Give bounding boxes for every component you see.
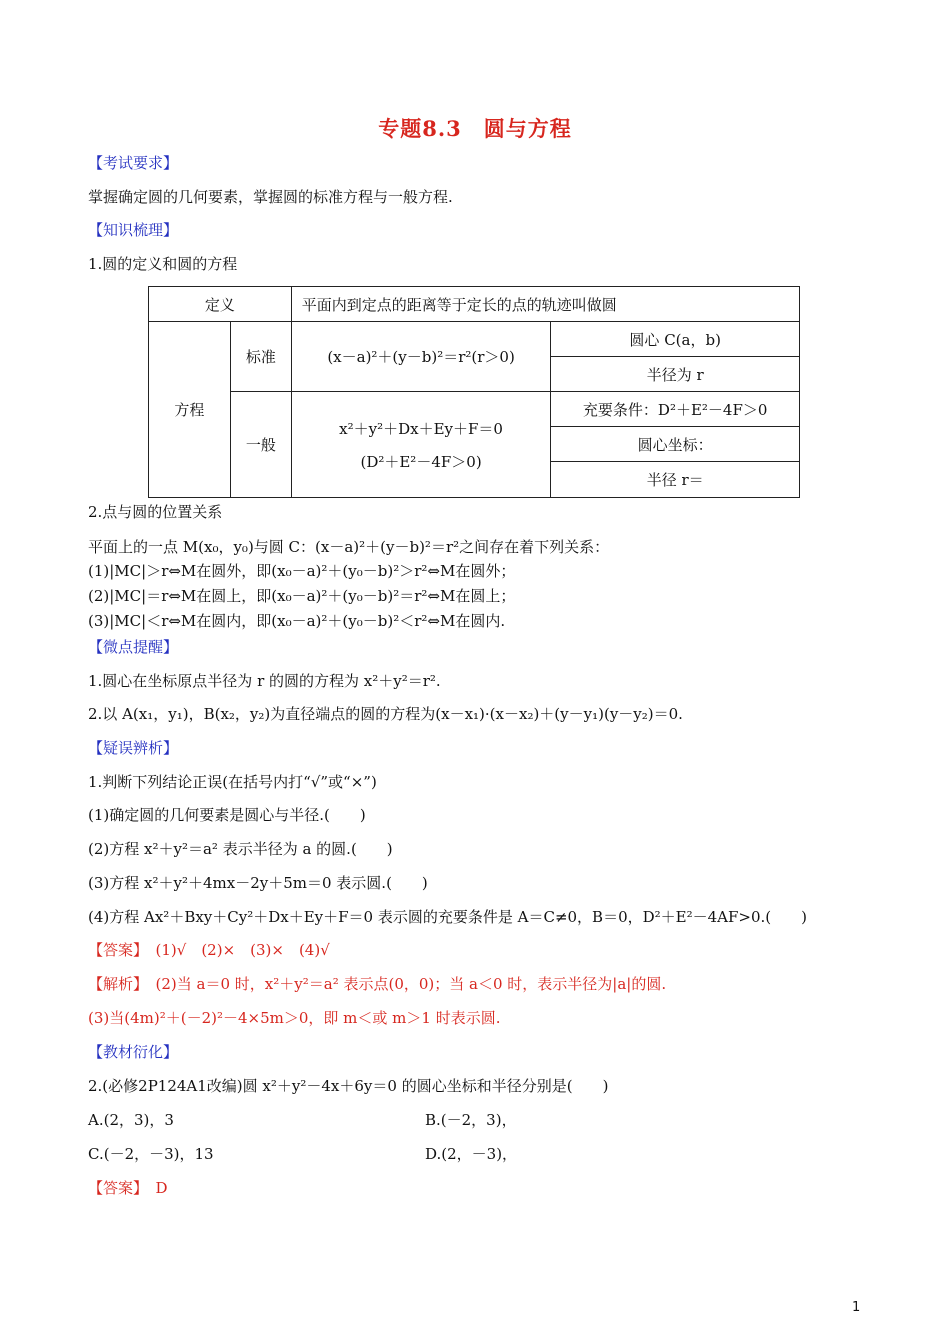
answer-2-label: 【答案】 — [88, 1179, 141, 1197]
section-heading-exam: 【考试要求】 — [88, 154, 179, 172]
table-cell-general-requirement: 充要条件：D²＋E²－4F＞0 — [551, 392, 800, 427]
judge-item-4: (4)方程 Ax²＋Bxy＋Cy²＋Dx＋Ey＋F＝0 表示圆的充要条件是 A＝C≠0，B＝0，D²＋E²－4AF>0.( ) — [88, 908, 807, 926]
page-number: 1 — [852, 1300, 861, 1315]
option-d: D.(2，－3)， — [425, 1145, 518, 1163]
table-cell-equation-label: 方程 — [149, 322, 231, 498]
explanation — [88, 972, 868, 996]
knowledge-item-2-title: 2.点与圆的位置关系 — [88, 503, 223, 521]
answer-label: 【答案】 — [88, 941, 141, 959]
table-cell-general-radius: 半径 r＝ — [551, 462, 800, 498]
judge-item-1: (1)确定圆的几何要素是圆心与半径.( ) — [88, 806, 366, 824]
judge-item-3: (3)方程 x²＋y²＋4mx－2y＋5m＝0 表示圆.( ) — [88, 874, 428, 892]
exam-requirement-text: 掌握确定圆的几何要素，掌握圆的标准方程与一般方程. — [88, 188, 453, 206]
option-c: C.(－2，－3)，13 — [88, 1145, 214, 1163]
table-cell-standard-label: 标准 — [230, 322, 291, 392]
knowledge-item-1-title: 1.圆的定义和圆的方程 — [88, 255, 238, 273]
table-cell-definition-text: 平面内到定点的距离等于定长的点的轨迹叫做圆 — [291, 287, 799, 322]
point-circle-intro: 平面上的一点 M(x₀，y₀)与圆 C：(x－a)²＋(y－b)²＝r²之间存在着下列关系： — [88, 538, 610, 556]
circle-definition-table — [148, 286, 800, 498]
point-circle-case-1: (1)|MC|＞r⇔M在圆外，即(x₀－a)²＋(y₀－b)²＞r²⇔M在圆外； — [88, 562, 516, 580]
general-equation: x²＋y²＋Dx＋Ey＋F＝0 — [339, 419, 503, 438]
tip-1: 1.圆心在坐标原点半径为 r 的圆的方程为 x²＋y²＝r². — [88, 672, 441, 690]
table-cell-general-label: 一般 — [230, 392, 291, 498]
section-heading-textbook: 【教材衍化】 — [88, 1043, 179, 1061]
options-row-2 — [88, 1143, 788, 1167]
table-cell-standard-radius: 半径为 r — [551, 357, 800, 392]
answer-1 — [88, 938, 868, 962]
point-circle-case-2: (2)|MC|＝r⇔M在圆上，即(x₀－a)²＋(y₀－b)²＝r²⇔M在圆上； — [88, 587, 516, 605]
explanation-label: 【解析】 — [88, 975, 141, 993]
question-2: 2.(必修2P124A1改编)圆 x²＋y²－4x＋6y＝0 的圆心坐标和半径分别是( ) — [88, 1077, 609, 1095]
option-a: A.(2，3)，3 — [88, 1111, 174, 1129]
table-cell-general-equation — [291, 392, 551, 498]
options-row-1 — [88, 1109, 788, 1133]
option-b: B.(－2，3)， — [425, 1111, 517, 1129]
explanation-text: (2)当 a＝0 时，x²＋y²＝a² 表示点(0，0)；当 a＜0 时，表示半径为|a|的圆. — [140, 975, 667, 993]
page-title: 专题8.3 圆与方程 — [378, 116, 572, 141]
table-cell-definition-label: 定义 — [149, 287, 292, 322]
section-heading-errors: 【疑误辨析】 — [88, 739, 179, 757]
point-circle-case-3: (3)|MC|＜r⇔M在圆内，即(x₀－a)²＋(y₀－b)²＜r²⇔M在圆内. — [88, 612, 506, 630]
answer-text: (1)√ (2)× (3)× (4)√ — [140, 941, 330, 959]
answer-2 — [88, 1176, 868, 1200]
table-cell-standard-center: 圆心 C(a，b) — [551, 322, 800, 357]
judge-item-2: (2)方程 x²＋y²＝a² 表示半径为 a 的圆.( ) — [88, 840, 393, 858]
explanation-line-2: (3)当(4m)²＋(－2)²－4×5m＞0，即 m＜或 m＞1 时表示圆. — [88, 1009, 501, 1027]
table-cell-standard-equation: (x－a)²＋(y－b)²＝r²(r＞0) — [291, 322, 551, 392]
answer-2-text: D — [140, 1179, 168, 1197]
section-heading-tips: 【微点提醒】 — [88, 638, 179, 656]
tip-2: 2.以 A(x₁，y₁)，B(x₂，y₂)为直径端点的圆的方程为(x－x₁)·(x－x₂)＋(y－y₁)(y－y₂)＝0. — [88, 705, 683, 723]
table-cell-general-center: 圆心坐标： — [551, 427, 800, 462]
general-equation-condition: (D²＋E²－4F＞0) — [360, 452, 482, 471]
judge-question-title: 1.判断下列结论正误(在括号内打“√”或“×”) — [88, 773, 377, 791]
section-heading-knowledge: 【知识梳理】 — [88, 221, 179, 239]
